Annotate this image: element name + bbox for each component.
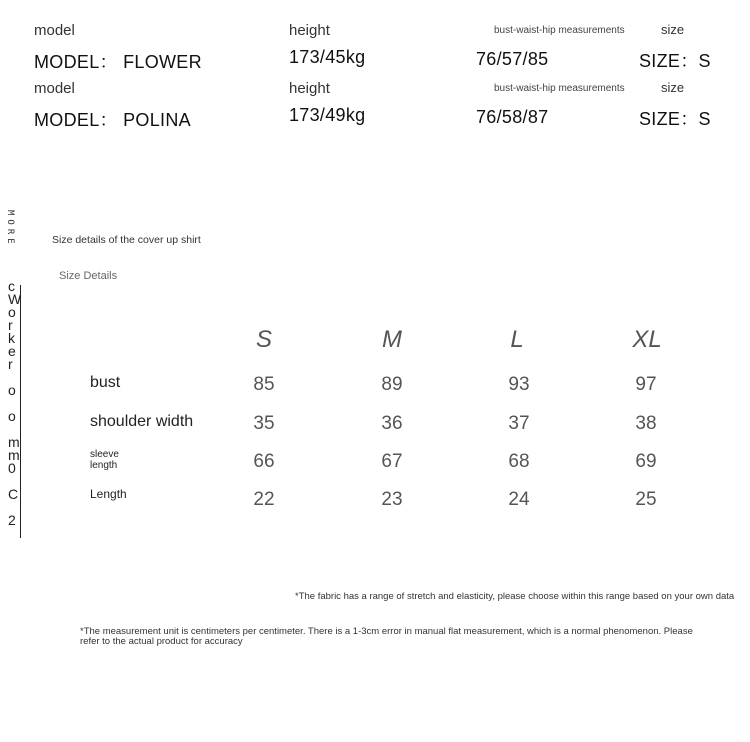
cell-length-m: 23 xyxy=(381,489,403,510)
cell-length-xl: 25 xyxy=(635,489,657,510)
side-char: 2 xyxy=(8,512,16,528)
row-label-bust: bust xyxy=(90,374,121,391)
cell-shoulder-m: 36 xyxy=(381,413,403,434)
side-char: c xyxy=(8,278,15,294)
model-label-1: model xyxy=(34,22,75,39)
side-char: m xyxy=(8,447,20,463)
model-label-2: model xyxy=(34,80,75,97)
side-vertical-text: MORE xyxy=(5,210,15,248)
size-label-2: size xyxy=(661,80,685,95)
col-header-m: M xyxy=(382,326,402,353)
size-value-2: SIZE：S xyxy=(639,109,711,129)
row-label-sleeve-line2: length xyxy=(90,460,118,471)
side-char-stack xyxy=(8,280,21,527)
bwh-label-2: bust-waist-hip measurements xyxy=(494,83,625,94)
size-value-1: SIZE：S xyxy=(639,51,711,71)
height-weight-2: 173/49kg xyxy=(289,105,366,125)
side-char: C xyxy=(8,486,19,502)
side-char: W xyxy=(8,291,22,307)
cell-sleeve-s: 66 xyxy=(253,451,275,472)
height-label-2: height xyxy=(289,80,330,97)
row-label-shoulder: shoulder width xyxy=(90,413,194,430)
side-char: e xyxy=(8,343,16,359)
cell-bust-l: 93 xyxy=(508,374,530,395)
col-header-s: S xyxy=(255,326,272,353)
side-char: r xyxy=(8,317,13,333)
cell-sleeve-l: 68 xyxy=(508,451,530,472)
cell-bust-s: 85 xyxy=(253,374,275,395)
side-char: r xyxy=(8,356,13,372)
bwh-value-2: 76/58/87 xyxy=(476,107,549,127)
side-char: m xyxy=(8,434,20,450)
size-section-title: Size details of the cover up shirt xyxy=(52,234,201,246)
side-decoration xyxy=(0,210,22,540)
side-char: o xyxy=(8,408,16,424)
cell-shoulder-s: 35 xyxy=(253,413,275,434)
cell-shoulder-l: 37 xyxy=(508,413,530,434)
height-label-1: height xyxy=(289,22,330,39)
side-char: o xyxy=(8,304,16,320)
stretch-note: *The fabric has a range of stretch and elasticity, please choose within this range based on your own data xyxy=(295,591,735,602)
model-name-1: MODEL： FLOWER xyxy=(34,52,202,72)
col-header-l: L xyxy=(510,326,524,353)
size-section-subtitle: Size Details xyxy=(59,270,118,282)
col-header-xl: XL xyxy=(632,326,662,353)
bwh-label-1: bust-waist-hip measurements xyxy=(494,25,625,36)
cell-bust-m: 89 xyxy=(381,374,403,395)
cell-sleeve-xl: 69 xyxy=(635,451,657,472)
row-label-sleeve-line1: sleeve xyxy=(90,449,119,460)
measurement-note: *The measurement unit is centimeters per centimeter. There is a 1-3cm error in manual flat measurement, which is a normal phenomenon. Please refer to the actual product for accuracy xyxy=(80,626,693,647)
cell-sleeve-m: 67 xyxy=(381,451,403,472)
size-label-1: size xyxy=(661,22,685,37)
cell-bust-xl: 97 xyxy=(635,374,657,395)
bwh-value-1: 76/57/85 xyxy=(476,49,549,69)
side-char: 0 xyxy=(8,460,16,476)
cell-shoulder-xl: 38 xyxy=(635,413,657,434)
row-label-sleeve xyxy=(90,449,119,471)
cell-length-l: 24 xyxy=(508,489,530,510)
model-name-2: MODEL： POLINA xyxy=(34,110,191,130)
row-label-length: Length xyxy=(90,487,127,501)
cell-length-s: 22 xyxy=(253,489,275,510)
height-weight-1: 173/45kg xyxy=(289,47,366,67)
side-char: k xyxy=(8,330,15,346)
side-char: o xyxy=(8,382,16,398)
